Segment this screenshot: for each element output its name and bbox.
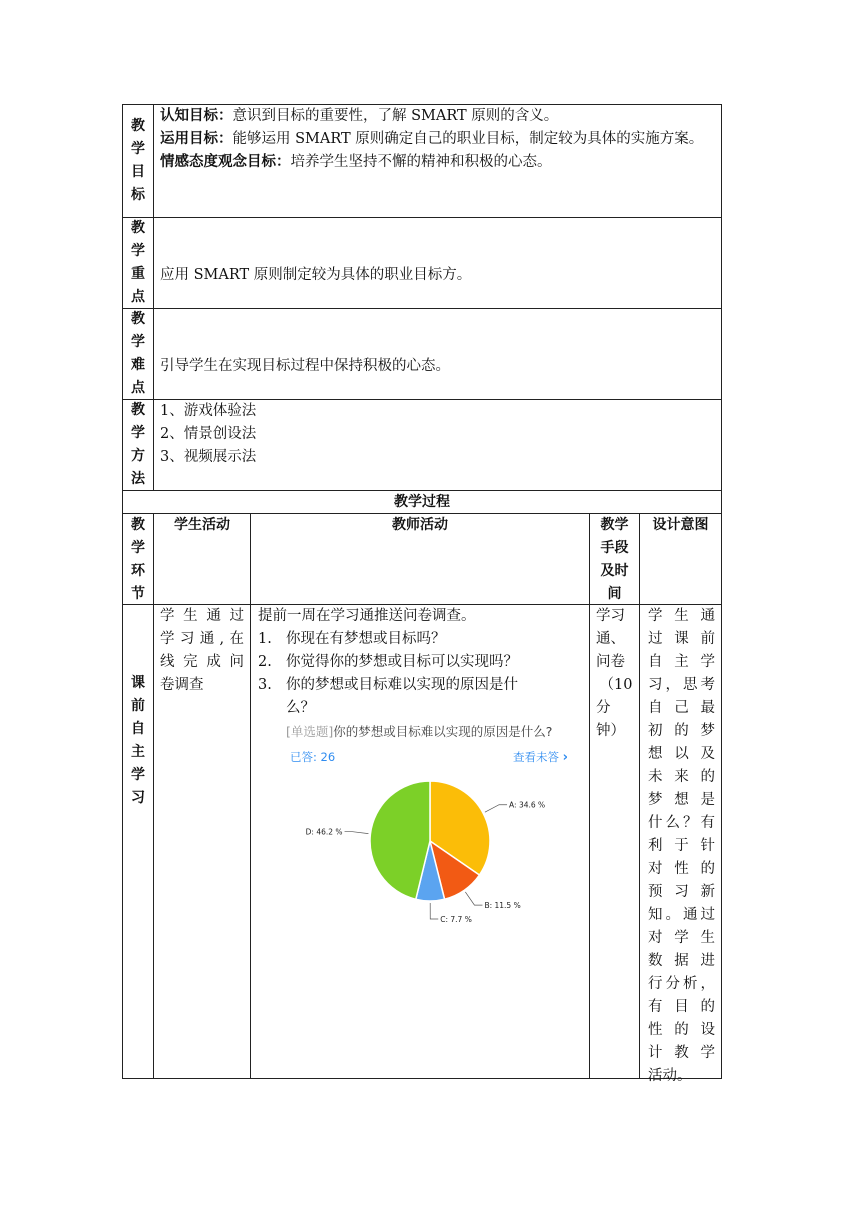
objective-application — [160, 128, 718, 151]
objective-cognitive — [160, 105, 718, 128]
text-line: 钟） — [596, 723, 625, 739]
question-title: 你的梦想或目标难以实现的原因是什么? — [333, 724, 553, 739]
pie-leader-line — [430, 903, 438, 919]
question-number: 2. — [258, 654, 272, 670]
pie-leader-line — [345, 832, 369, 834]
objective-attitude — [160, 151, 718, 174]
header-char: 学 — [131, 540, 145, 556]
header-char: 学 — [131, 425, 145, 441]
text-line: 未来的 — [648, 769, 715, 785]
header-char: 法 — [131, 471, 145, 487]
text-line: 学习通,在 — [160, 631, 244, 647]
objectives-header — [123, 105, 153, 217]
text-line: 卷调查 — [160, 677, 204, 693]
key-points-text: 应用 SMART 原则制定较为具体的职业目标方。 — [160, 267, 472, 283]
survey-screenshot — [284, 717, 574, 937]
stage-char: 自 — [131, 721, 145, 737]
text-line: 学习 — [596, 608, 625, 624]
key-points-header — [123, 218, 153, 308]
chevron-right-icon: › — [562, 750, 569, 765]
stage-char: 主 — [131, 744, 145, 760]
question-text: 你觉得你的梦想或目标可以实现吗？ — [286, 654, 518, 670]
design-intent — [648, 605, 715, 1088]
header-char: 手段 — [600, 540, 629, 556]
text-line: 对学生 — [648, 930, 715, 946]
student-activity — [160, 605, 244, 697]
text-line: 学生通过 — [160, 608, 244, 624]
objective-label: 情感态度观念目标： — [160, 154, 291, 170]
text-line: 通、 — [596, 631, 625, 647]
text-line: 线完成问 — [160, 654, 244, 670]
header-char: 教 — [131, 220, 145, 236]
header-char: 学 — [131, 243, 145, 259]
objective-label: 认知目标： — [160, 108, 233, 124]
stage-char: 习 — [131, 790, 145, 806]
method-item: 2、情景创设法 — [160, 426, 257, 442]
header-char: 教 — [131, 517, 145, 533]
text-line: （10 — [599, 677, 633, 693]
methods-header — [123, 400, 153, 490]
header-char: 间 — [607, 586, 622, 602]
difficulties-text: 引导学生在实现目标过程中保持积极的心态。 — [160, 358, 450, 374]
text-line: 性的设 — [648, 1022, 715, 1038]
text-line: 习，思考 — [648, 677, 715, 693]
process-title: 教学过程 — [394, 494, 450, 510]
header-char: 环 — [131, 563, 145, 579]
view-unanswered-label[interactable]: 查看未答 — [513, 750, 559, 764]
method-item: 1、游戏体验法 — [160, 403, 257, 419]
col-means-header — [590, 514, 639, 606]
header-char: 点 — [131, 380, 145, 396]
pie-label-a: A: 34.6 % — [509, 800, 546, 810]
question-type-tag: [单选题] — [286, 724, 334, 739]
text-line: 梦想是 — [648, 792, 715, 808]
question-item — [258, 674, 586, 720]
stage-char: 前 — [131, 698, 145, 714]
question-number: 3. — [258, 677, 272, 693]
text-line: 问卷 — [596, 654, 625, 670]
header-char: 点 — [131, 289, 145, 305]
header-char: 目 — [131, 164, 145, 180]
pie-label-b: B: 11.5 % — [484, 901, 521, 911]
text-line: 自主学 — [648, 654, 715, 670]
pie-leader-line — [485, 805, 507, 812]
pie-chart — [284, 717, 574, 937]
objective-text: 意识到目标的重要性，了解 SMART 原则的含义。 — [232, 108, 559, 124]
question-item — [258, 628, 586, 651]
col-teacher-header: 教师活动 — [392, 517, 448, 533]
text-line: 过课前 — [648, 631, 715, 647]
text-line: 自己最 — [648, 700, 715, 716]
text-line: 什么？有 — [648, 815, 715, 831]
pie-label-d: D: 46.2 % — [305, 827, 343, 837]
header-char: 学 — [131, 334, 145, 350]
header-char: 教 — [131, 402, 145, 418]
header-char: 标 — [131, 187, 145, 203]
pie-label-c: C: 7.7 % — [440, 914, 472, 924]
text-line: 预习新 — [648, 884, 715, 900]
col-stage-header — [123, 514, 153, 606]
header-char: 学 — [131, 141, 145, 157]
stage-char: 学 — [131, 767, 145, 783]
stage-cell — [123, 605, 153, 1078]
text-line: 利于针 — [648, 838, 715, 854]
means-time — [596, 605, 636, 743]
pie-leader-line — [465, 892, 482, 905]
question-number: 1. — [258, 631, 272, 647]
text-line: 活动。 — [648, 1068, 692, 1084]
text-line: 对性的 — [648, 861, 715, 877]
text-line: 初的梦 — [648, 723, 715, 739]
text-line: 学生通 — [648, 608, 715, 624]
header-char: 节 — [131, 586, 145, 602]
answered-count: 已答: 26 — [290, 750, 336, 764]
objective-label: 运用目标： — [160, 131, 233, 147]
text-line: 数据进 — [648, 953, 715, 969]
text-line: 分 — [596, 700, 611, 716]
question-item — [258, 651, 586, 674]
header-char: 教 — [131, 311, 145, 327]
text-line: 行分析， — [648, 976, 715, 992]
text-line: 计教学 — [648, 1045, 715, 1061]
text-line: 想以及 — [648, 746, 715, 762]
methods-list — [160, 400, 718, 469]
header-char: 教 — [131, 118, 145, 134]
col-student-header: 学生活动 — [174, 517, 230, 533]
teacher-intro: 提前一周在学习通推送问卷调查。 — [258, 608, 476, 624]
teacher-activity — [258, 605, 586, 720]
text-line: 知。通过 — [648, 907, 715, 923]
question-text: 你的梦想或目标难以实现的原因是什 — [286, 677, 518, 693]
objective-text: 培养学生坚持不懈的精神和积极的心态。 — [290, 154, 552, 170]
text-line: 有目的 — [648, 999, 715, 1015]
stage-char: 课 — [131, 675, 145, 691]
objectives-content — [160, 105, 718, 174]
difficulties-header — [123, 309, 153, 399]
header-char: 重 — [131, 266, 145, 282]
question-text: 你现在有梦想或目标吗？ — [286, 631, 446, 647]
question-text: 么？ — [286, 700, 315, 716]
objective-text: 能够运用 SMART 原则确定自己的职业目标，制定较为具体的实施方案。 — [232, 131, 704, 147]
question-text-block — [286, 674, 518, 720]
header-char: 教学 — [600, 517, 629, 533]
col-intent-header: 设计意图 — [652, 517, 709, 533]
header-char: 难 — [131, 357, 145, 373]
header-char: 方 — [131, 448, 145, 464]
method-item: 3、视频展示法 — [160, 449, 257, 465]
header-char: 及时 — [600, 563, 629, 579]
